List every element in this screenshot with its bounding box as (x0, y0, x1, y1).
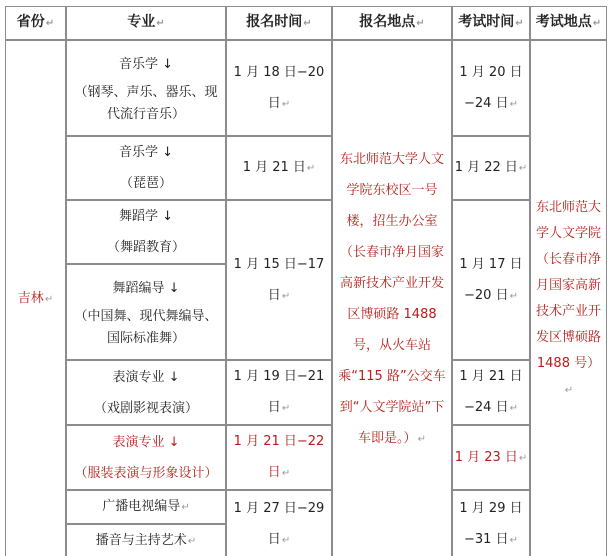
reg-time-cell: 1 月 21 日↵ (226, 136, 332, 200)
table-row (5, 136, 607, 200)
major-cell: 音乐学 ↓ （琵琶） (66, 136, 226, 200)
table-row (5, 40, 607, 136)
exam-time-cell: 1 月 20 日 −24 日↵ (452, 40, 530, 136)
major-cell: 播音与主持艺术↵ (66, 524, 226, 556)
header-reg-place: 报名地点↵ (332, 6, 452, 40)
major-cell: 舞蹈学 ↓ （舞蹈教育） (66, 200, 226, 264)
schedule-table (5, 6, 607, 556)
reg-time-cell: 1 月 21 日−22 日↵ (226, 425, 332, 490)
table-row (5, 360, 607, 425)
exam-time-cell: 1 月 22 日↵ (452, 136, 530, 200)
header-exam-place: 考试地点↵ (530, 6, 607, 40)
header-reg-time: 报名时间↵ (226, 6, 332, 40)
header-major: 专业↵ (66, 6, 226, 40)
reg-time-cell: 1 月 18 日−20 日↵ (226, 40, 332, 136)
table-row (5, 200, 607, 264)
table-row (5, 490, 607, 524)
province-cell: 吉林↵ (5, 40, 66, 556)
exam-place-cell: 东北师范大学人文学院（长春市净月国家高新技术产业开发区博硕路 1488 号）↵ (530, 40, 607, 556)
reg-place-cell: 东北师范大学人文学院东校区一号楼，招生办公室（长春市净月国家高新技术产业开发区博硕路 1488 号，从火车站乘“115 路”公交车到“人文学院站”下车即是。）↵ (332, 40, 452, 556)
header-row (5, 6, 607, 40)
reg-time-cell: 1 月 19 日−21 日↵ (226, 360, 332, 425)
major-cell: 音乐学 ↓ （钢琴、声乐、器乐、现代流行音乐） (66, 40, 226, 136)
exam-time-cell: 1 月 21 日 −24 日↵ (452, 360, 530, 425)
header-province: 省份↵ (5, 6, 66, 40)
exam-time-cell: 1 月 17 日−20 日↵ (452, 200, 530, 360)
table-row (5, 425, 607, 490)
major-cell: 舞蹈编导 ↓ （中国舞、现代舞编导、国际标准舞） (66, 264, 226, 360)
major-cell: 表演专业 ↓ （戏剧影视表演） (66, 360, 226, 425)
exam-time-cell: 1 月 29 日−31 日↵ (452, 490, 530, 556)
exam-time-cell: 1 月 23 日↵ (452, 425, 530, 490)
header-exam-time: 考试时间↵ (452, 6, 530, 40)
major-cell: 表演专业 ↓ （服装表演与形象设计） (66, 425, 226, 490)
reg-time-cell: 1 月 15 日−17 日↵ (226, 200, 332, 360)
reg-time-cell: 1 月 27 日−29 日↵ (226, 490, 332, 556)
major-cell: 广播电视编导↵ (66, 490, 226, 524)
